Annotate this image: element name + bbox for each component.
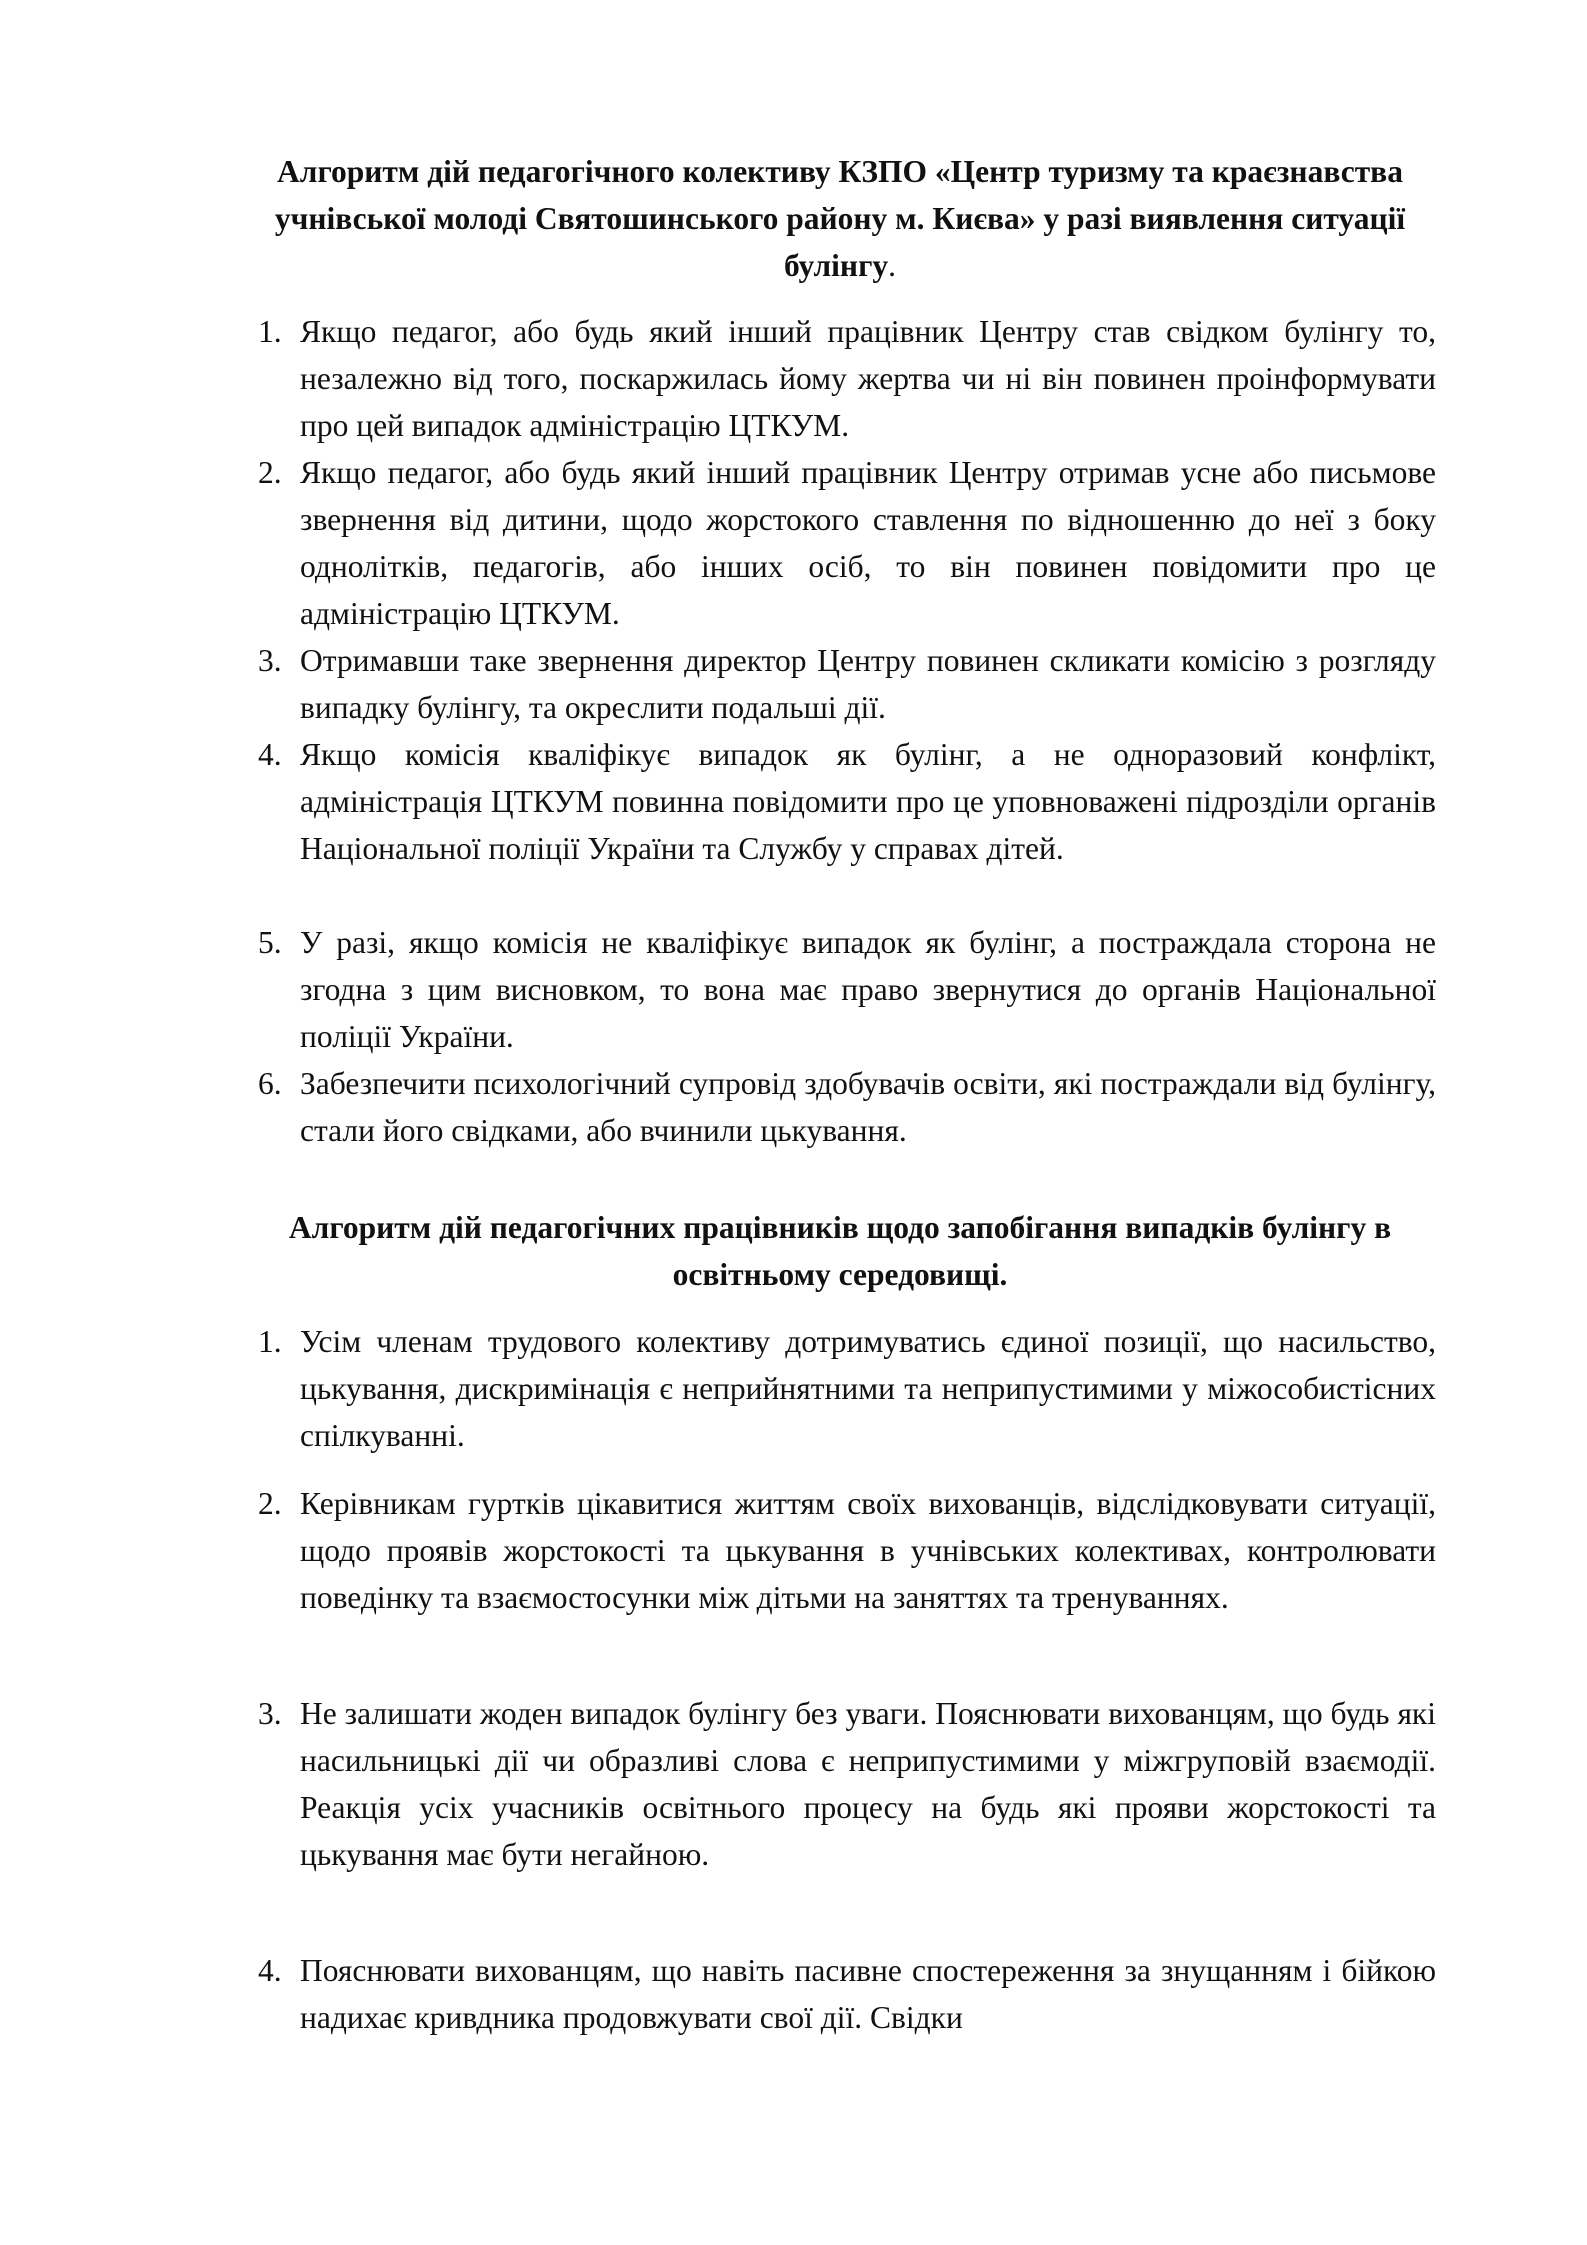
list-item-text: Якщо педагог, або будь який інший працівник Центру став свідком булінгу то, незалежно від того, поскаржилась йому жертва чи ні він повинен проінформувати про цей випадок адміністрацію ЦТКУМ. [300,314,1436,443]
section-1-list-item [258,308,1436,449]
list-item-number: 5. [258,925,282,960]
list-item-number: 1. [258,1324,282,1359]
list-item-text: Не залишати жоден випадок булінгу без уваги. Пояснювати вихованцям, що будь які насильницькі дії чи образливі слова є неприпустимими у міжгруповій взаємодії. Реакція усіх учасників освітнього процесу на будь які прояви жорстокості та цькування має бути негайною. [300,1696,1436,1872]
section-2-list-item [258,1318,1436,1459]
section-1-heading-period: . [888,248,897,283]
section-2-list-item [258,1480,1436,1621]
list-item-number: 1. [258,314,282,349]
list-item-number: 4. [258,1953,282,1988]
list-item-text: Керівникам гуртків цікавитися життям своїх вихованців, відслідковувати ситуації, щодо проявів жорстокості та цькування в учнівських колективах, контролювати поведінку та взаємостосунки між дітьми на заняттях та тренуваннях. [300,1486,1436,1615]
section-1-heading [230,148,1450,289]
section-1-list-item [258,1060,1436,1154]
list-item-number: 2. [258,455,282,490]
list-item-number: 6. [258,1066,282,1101]
section-1-list-item [258,919,1436,1060]
list-item-text: Отримавши таке звернення директор Центру повинен скликати комісію з розгляду випадку булінгу, та окреслити подальші дії. [300,643,1436,725]
list-item-number: 3. [258,1696,282,1731]
section-2-heading: Алгоритм дій педагогічних працівників щодо запобігання випадків булінгу в освітньому середовищі. [288,1210,1392,1292]
section-2-list-item [258,1947,1436,2041]
list-item-number: 2. [258,1486,282,1521]
list-item-text: Забезпечити психологічний супровід здобувачів освіти, які постраждали від булінгу, стали його свідками, або вчинили цькування. [300,1066,1436,1148]
list-item-text: У разі, якщо комісія не кваліфікує випадок як булінг, а постраждала сторона не згодна з цим висновком, то вона має право звернутися до органів Національної поліції України. [300,925,1436,1054]
section-1-list-item [258,637,1436,731]
list-item-text: Усім членам трудового колективу дотримуватись єдиної позиції, що насильство, цькування, дискримінація є неприйнятними та неприпустимими у міжособистісних спілкуванні. [300,1324,1436,1453]
section-1-list-item [258,731,1436,872]
list-item-number: 4. [258,737,282,772]
list-item-text: Якщо комісія кваліфікує випадок як булінг, а не одноразовий конфлікт, адміністрація ЦТКУМ повинна повідомити про це уповноважені підрозділи органів Національної поліції України та Службу у справах дітей. [300,737,1436,866]
list-item-text: Якщо педагог, або будь який інший працівник Центру отримав усне або письмове звернення від дитини, щодо жорстокого ставлення по відношенню до неї з боку однолітків, педагогів, або інших осіб, то він повинен повідомити про це адміністрацію ЦТКУМ. [300,455,1436,631]
section-1-list-item [258,449,1436,637]
list-item-number: 3. [258,643,282,678]
section-1-heading-text: Алгоритм дій педагогічного колективу КЗПО «Центр туризму та краєзнавства учнівської молоді Святошинського району м. Києва» у разі виявлення ситуації булінгу [274,154,1406,283]
list-item-text: Пояснювати вихованцям, що навіть пасивне спостереження за знущанням і бійкою надихає кривдника продовжувати свої дії. Свідки [300,1953,1436,2035]
section-2-list-item [258,1690,1436,1878]
